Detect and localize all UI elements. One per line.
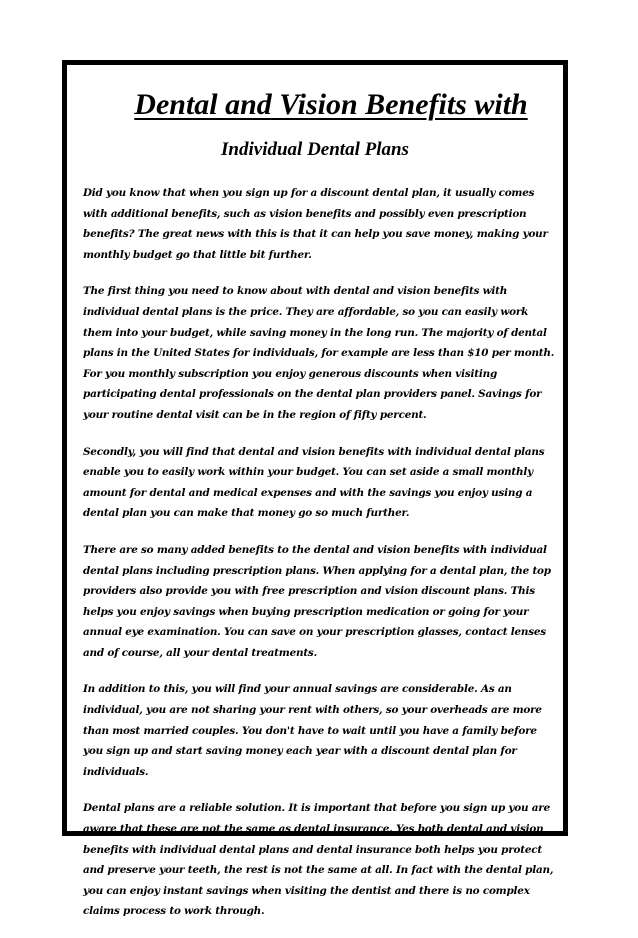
paragraph-reliable-solution: Dental plans are a reliable solution. It is important that before you sign up you are aware that these are not the same as dental insurance. Yes both dental and vision benefits with individual dental plans and dental insurance both helps you protect and preserve your teeth, the rest is not the same at all. In fact with the dental plan, you can enjoy instant savings when visiting the dentist and there is no complex claims process to work through. bbox=[83, 802, 554, 918]
paragraph-budget: Secondly, you will find that dental and vision benefits with individual dental plans enable you to easily work within your budget. You can set aside a small monthly amount for dental and medical expenses and with the savings you enjoy using a dental plan you can make that money go so much further. bbox=[83, 445, 545, 520]
paragraph-added-benefits: There are so many added benefits to the dental and vision benefits with individual dental plans including prescription plans. When applying for a dental plan, the top providers also provide you with free prescription and vision discount plans. This helps you enjoy savings when buying prescription medication or going for your annual eye examination. You can save on your prescription glasses, contact lenses and of course, all your dental treatments. bbox=[83, 543, 551, 659]
paragraph-price: The first thing you need to know about with dental and vision benefits with individual dental plans is the price. They are affordable, so you can easily work them into your budget, while saving money in the long run. The majority of dental plans in the United States for individuals, for example are less than $10 per month. For you monthly subscription you enjoy generous discounts when visiting participating dental professionals on the dental plan providers panel. Savings for your routine dental visit can be in the region of fifty percent. bbox=[83, 285, 555, 421]
document-title: Dental and Vision Benefits with bbox=[134, 88, 528, 121]
page-border-frame bbox=[62, 60, 568, 918]
document-subtitle: Individual Dental Plans bbox=[221, 139, 409, 160]
paragraph-annual-savings: In addition to this, you will find your annual savings are considerable. As an individual, you are not sharing your rent with others, so your overheads are more than most married couples. You don't have to wait until you have a family before you sign up and start saving money each year with a discount dental plan for individuals. bbox=[83, 683, 542, 778]
document-body bbox=[83, 183, 558, 938]
paragraph-intro: Did you know that when you sign up for a discount dental plan, it usually comes with additional benefits, such as vision benefits and possibly even prescription benefits? The great news with this is that it can help you save money, making your monthly budget go that little bit further. bbox=[83, 187, 548, 261]
